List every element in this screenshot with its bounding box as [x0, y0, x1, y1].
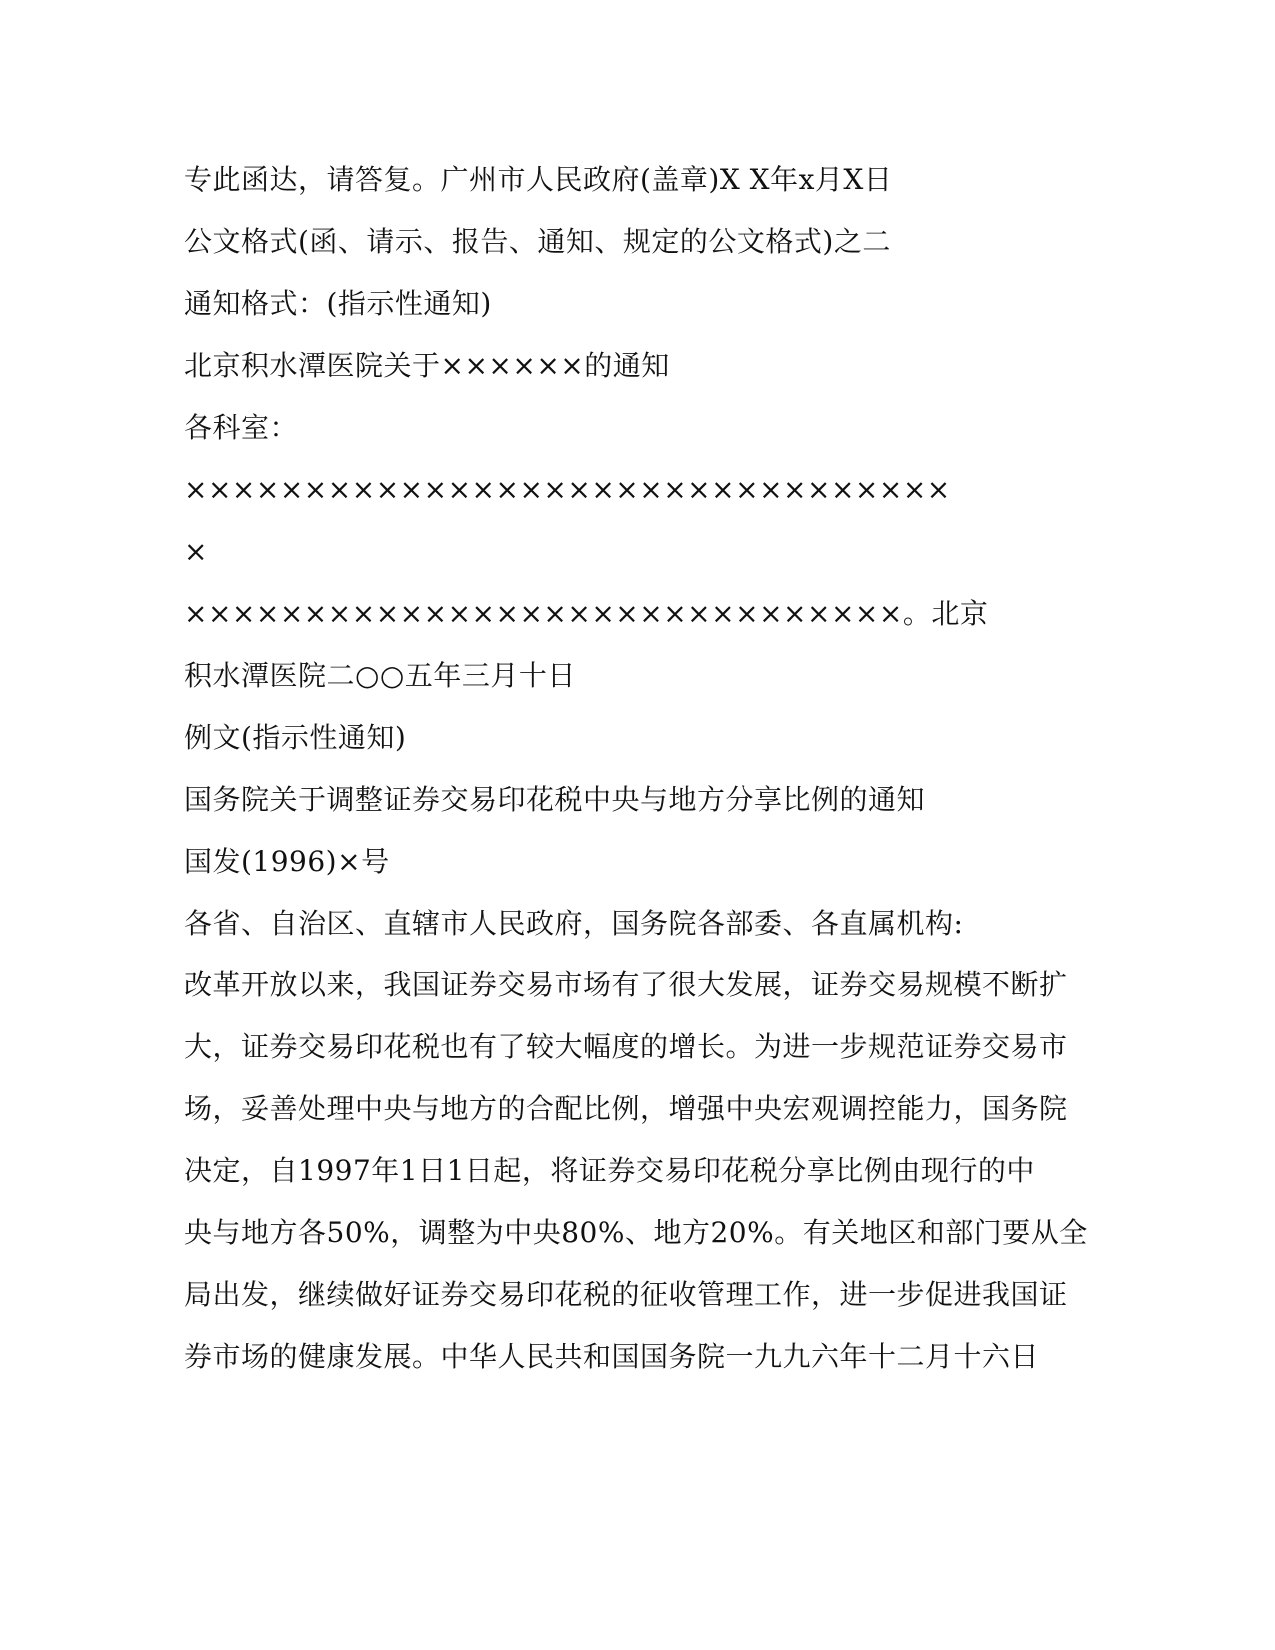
text-line: 专此函达，请答复。广州市人民政府(盖章)X X年x月X日 — [184, 163, 893, 196]
text-line: 央与地方各50%，调整为中央80%、地方20%。有关地区和部门要从全 — [184, 1216, 1088, 1249]
text-line: ××××××××××××××××××××××××××××××。北京 — [184, 597, 989, 630]
text-line: 国务院关于调整证券交易印花税中央与地方分享比例的通知 — [184, 783, 926, 816]
text-line: × — [184, 535, 208, 568]
text-line: 局出发，继续做好证券交易印花税的征收管理工作，进一步促进我国证 — [184, 1278, 1068, 1311]
text-line: 各省、自治区、直辖市人民政府，国务院各部委、各直属机构: — [184, 907, 964, 940]
text-line: 通知格式：(指示性通知) — [184, 287, 492, 320]
text-line: 决定，自1997年1日1日起，将证券交易印花税分享比例由现行的中 — [184, 1154, 1035, 1187]
text-line: 北京积水潭医院关于××××××的通知 — [184, 349, 670, 382]
text-line: 国发(1996)×号 — [184, 845, 390, 878]
text-line: 公文格式(函、请示、报告、通知、规定的公文格式)之二 — [184, 225, 891, 258]
text-line: ×××××××××××××××××××××××××××××××× — [184, 473, 951, 506]
text-line: 例文(指示性通知) — [184, 721, 407, 754]
text-line: 场，妥善处理中央与地方的合配比例，增强中央宏观调控能力，国务院 — [184, 1092, 1068, 1125]
text-line: 大，证券交易印花税也有了较大幅度的增长。为进一步规范证券交易市 — [184, 1030, 1068, 1063]
text-line: 券市场的健康发展。中华人民共和国国务院一九九六年十二月十六日 — [184, 1340, 1040, 1373]
text-line: 各科室： — [184, 411, 299, 444]
text-line: 积水潭医院二○○五年三月十日 — [184, 659, 576, 692]
text-line: 改革开放以来，我国证券交易市场有了很大发展，证券交易规模不断扩 — [184, 968, 1068, 1001]
